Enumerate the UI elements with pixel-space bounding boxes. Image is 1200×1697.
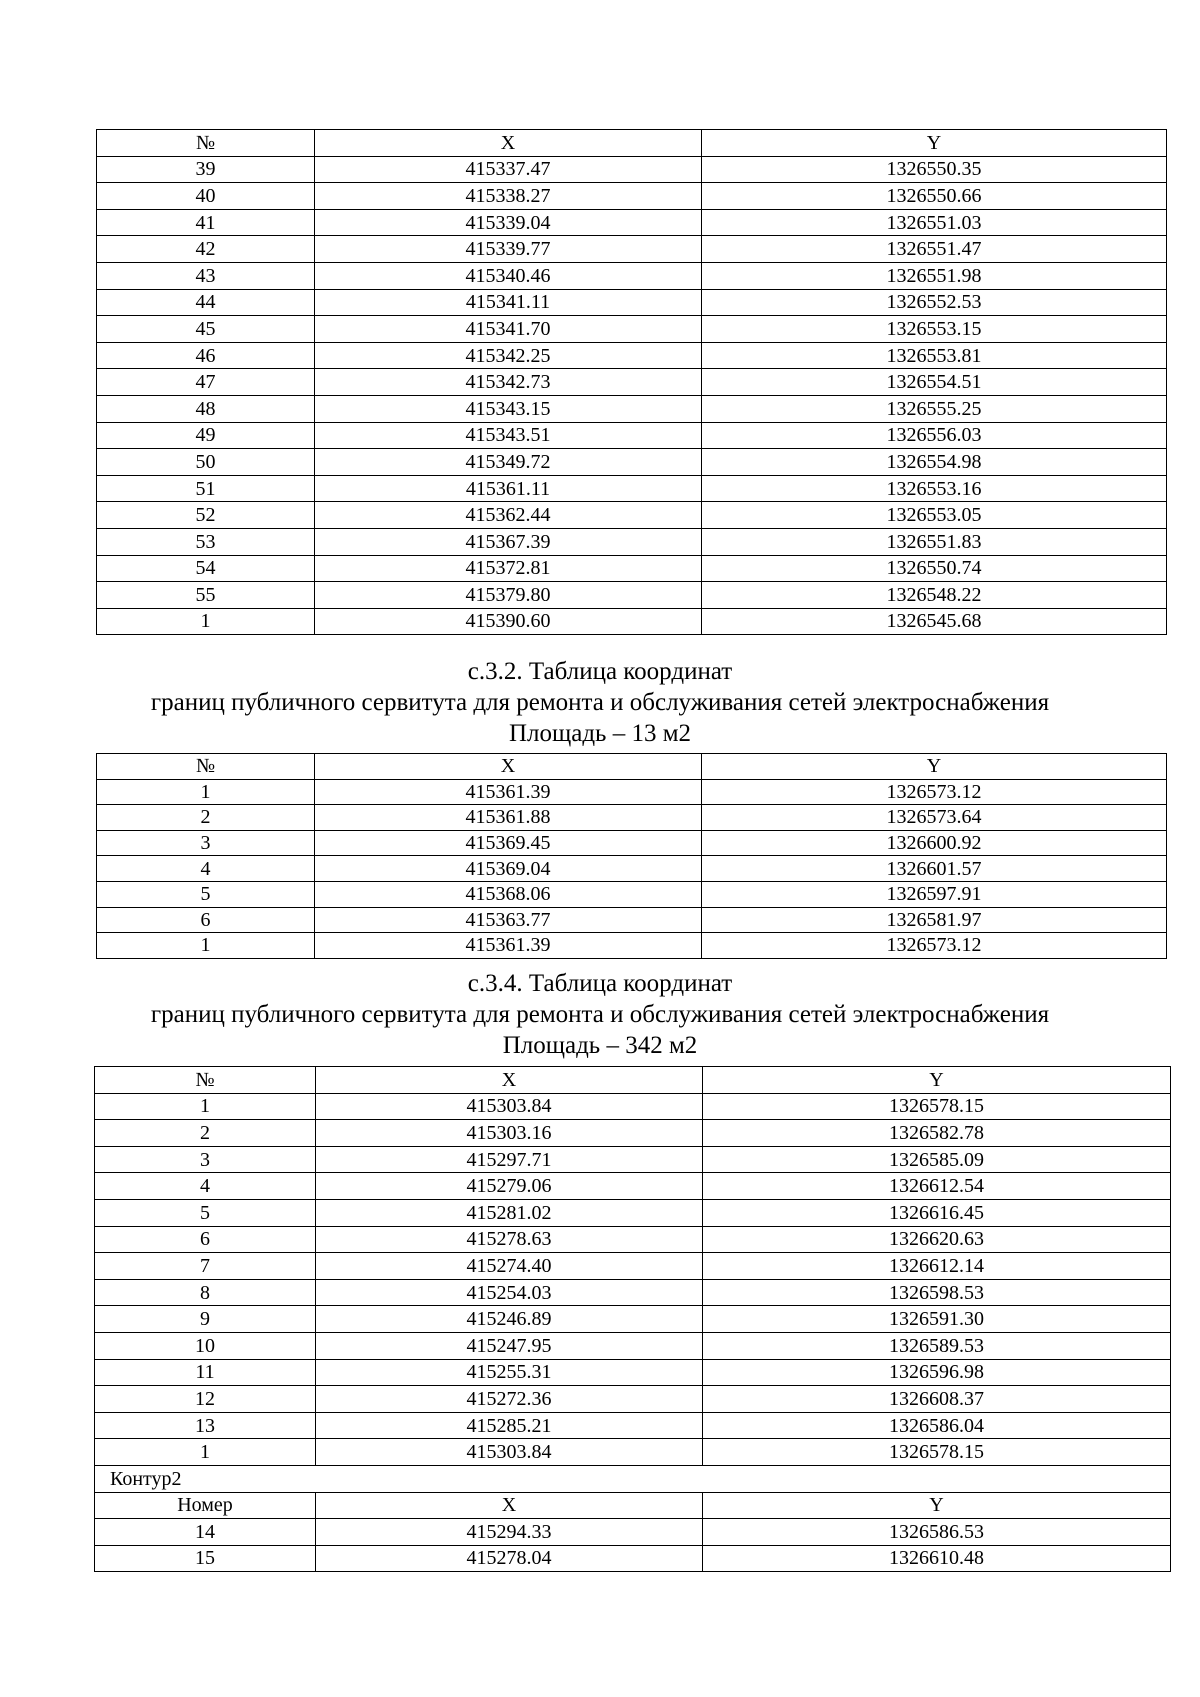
table-row: [95, 1545, 1171, 1572]
cell-x: 415303.16: [316, 1120, 703, 1147]
cell-number: 2: [97, 805, 315, 831]
section-area: Площадь – 342 м2: [502, 1032, 698, 1059]
cell-number: 5: [97, 881, 315, 907]
table-row: [97, 907, 1167, 933]
header-number: №: [97, 130, 315, 157]
cell-x: 415341.70: [315, 316, 702, 343]
table-row: [95, 1093, 1171, 1120]
table-row: [97, 236, 1167, 263]
cell-number: 53: [97, 528, 315, 555]
cell-y: 1326585.09: [703, 1146, 1171, 1173]
cell-number: 13: [95, 1412, 316, 1439]
cell-x: 415343.15: [315, 395, 702, 422]
cell-x: 415361.11: [315, 475, 702, 502]
cell-number: 48: [97, 395, 315, 422]
table-row: [97, 528, 1167, 555]
cell-x: 415337.47: [315, 156, 702, 183]
cell-number: 52: [97, 502, 315, 529]
table-row: [95, 1226, 1171, 1253]
cell-x: 415342.25: [315, 342, 702, 369]
cell-number: 43: [97, 262, 315, 289]
cell-number: 4: [97, 856, 315, 882]
cell-x: 415281.02: [316, 1199, 703, 1226]
table-header-row: [95, 1067, 1171, 1094]
cell-x: 415361.39: [315, 779, 702, 805]
table-row: [95, 1439, 1171, 1466]
section-heading-3-2: [0, 656, 1200, 749]
table-row: [95, 1146, 1171, 1173]
table-row: [97, 805, 1167, 831]
cell-y: 1326596.98: [703, 1359, 1171, 1386]
cell-x: 415349.72: [315, 449, 702, 476]
cell-number: 51: [97, 475, 315, 502]
cell-y: 1326586.53: [703, 1519, 1171, 1546]
coordinates-table-1-body: [97, 130, 1167, 635]
cell-y: 1326553.81: [702, 342, 1167, 369]
cell-y: 1326586.04: [703, 1412, 1171, 1439]
cell-number: 3: [95, 1146, 316, 1173]
cell-x: 415255.31: [316, 1359, 703, 1386]
table-row: [97, 369, 1167, 396]
coordinates-table-3-body: [95, 1067, 1171, 1466]
cell-x: 415303.84: [316, 1439, 703, 1466]
table-row: [95, 1253, 1171, 1280]
cell-x: 415341.11: [315, 289, 702, 316]
cell-y: 1326554.51: [702, 369, 1167, 396]
table-row: [97, 289, 1167, 316]
table-row: [95, 1306, 1171, 1333]
section-title: с.3.4. Таблица координат: [467, 970, 733, 997]
table-row: [95, 1332, 1171, 1359]
cell-y: 1326608.37: [703, 1386, 1171, 1413]
cell-number: 5: [95, 1199, 316, 1226]
cell-y: 1326601.57: [702, 856, 1167, 882]
cell-y: 1326551.47: [702, 236, 1167, 263]
cell-x: 415339.77: [315, 236, 702, 263]
table-row: [95, 1120, 1171, 1147]
cell-y: 1326551.83: [702, 528, 1167, 555]
table-row: [97, 262, 1167, 289]
cell-x: 415297.71: [316, 1146, 703, 1173]
cell-y: 1326573.12: [702, 779, 1167, 805]
table-row: [97, 449, 1167, 476]
table-row: [95, 1173, 1171, 1200]
cell-y: 1326550.66: [702, 183, 1167, 210]
cell-x: 415362.44: [315, 502, 702, 529]
table-row: [97, 779, 1167, 805]
cell-number: 42: [97, 236, 315, 263]
cell-y: 1326550.35: [702, 156, 1167, 183]
header-number: №: [97, 754, 315, 780]
cell-y: 1326553.16: [702, 475, 1167, 502]
cell-y: 1326555.25: [702, 395, 1167, 422]
cell-x: 415379.80: [315, 582, 702, 609]
coordinates-table-1: [96, 129, 1167, 635]
contour-header-y: Y: [703, 1492, 1171, 1519]
cell-number: 10: [95, 1332, 316, 1359]
cell-number: 6: [97, 907, 315, 933]
cell-y: 1326552.53: [702, 289, 1167, 316]
cell-number: 46: [97, 342, 315, 369]
table-row: [97, 475, 1167, 502]
header-y: Y: [703, 1067, 1171, 1094]
table-row: [97, 830, 1167, 856]
cell-y: 1326554.98: [702, 449, 1167, 476]
cell-y: 1326556.03: [702, 422, 1167, 449]
contour-header-row: [95, 1492, 1171, 1519]
cell-y: 1326551.98: [702, 262, 1167, 289]
cell-y: 1326550.74: [702, 555, 1167, 582]
cell-x: 415390.60: [315, 608, 702, 635]
cell-y: 1326573.12: [702, 933, 1167, 959]
cell-x: 415247.95: [316, 1332, 703, 1359]
cell-x: 415339.04: [315, 209, 702, 236]
cell-x: 415369.04: [315, 856, 702, 882]
cell-x: 415294.33: [316, 1519, 703, 1546]
table-row: [97, 881, 1167, 907]
cell-number: 11: [95, 1359, 316, 1386]
cell-number: 44: [97, 289, 315, 316]
cell-x: 415274.40: [316, 1253, 703, 1280]
cell-y: 1326545.68: [702, 608, 1167, 635]
cell-y: 1326591.30: [703, 1306, 1171, 1333]
cell-x: 415303.84: [316, 1093, 703, 1120]
table-row: [97, 422, 1167, 449]
cell-y: 1326553.05: [702, 502, 1167, 529]
cell-x: 415338.27: [315, 183, 702, 210]
cell-x: 415279.06: [316, 1173, 703, 1200]
table-row: [97, 933, 1167, 959]
section-area: Площадь – 13 м2: [508, 720, 692, 747]
cell-y: 1326600.92: [702, 830, 1167, 856]
coordinates-table-2-body: [97, 754, 1167, 959]
table-row: [97, 183, 1167, 210]
cell-number: 4: [95, 1173, 316, 1200]
table-row: [97, 395, 1167, 422]
header-number: №: [95, 1067, 316, 1094]
cell-y: 1326578.15: [703, 1093, 1171, 1120]
table-row: [95, 1279, 1171, 1306]
table-row: [97, 209, 1167, 236]
table-row: [97, 342, 1167, 369]
cell-y: 1326597.91: [702, 881, 1167, 907]
cell-number: 12: [95, 1386, 316, 1413]
cell-number: 1: [97, 779, 315, 805]
cell-x: 415272.36: [316, 1386, 703, 1413]
header-x: X: [316, 1067, 703, 1094]
cell-y: 1326581.97: [702, 907, 1167, 933]
section-title: с.3.2. Таблица координат: [467, 658, 733, 685]
contour-2-section: [95, 1465, 1171, 1571]
coordinates-table-3: [94, 1066, 1171, 1572]
cell-x: 415246.89: [316, 1306, 703, 1333]
cell-y: 1326553.15: [702, 316, 1167, 343]
cell-y: 1326578.15: [703, 1439, 1171, 1466]
cell-x: 415254.03: [316, 1279, 703, 1306]
table-row: [97, 856, 1167, 882]
cell-x: 415342.73: [315, 369, 702, 396]
table-row: [97, 156, 1167, 183]
header-y: Y: [702, 754, 1167, 780]
cell-number: 1: [95, 1439, 316, 1466]
cell-y: 1326548.22: [702, 582, 1167, 609]
header-y: Y: [702, 130, 1167, 157]
header-x: X: [315, 130, 702, 157]
table-row: [95, 1386, 1171, 1413]
cell-x: 415367.39: [315, 528, 702, 555]
cell-y: 1326612.14: [703, 1253, 1171, 1280]
contour-label-row: [95, 1465, 1171, 1492]
cell-number: 54: [97, 555, 315, 582]
cell-y: 1326589.53: [703, 1332, 1171, 1359]
cell-number: 39: [97, 156, 315, 183]
cell-x: 415363.77: [315, 907, 702, 933]
table-header-row: [97, 754, 1167, 780]
cell-y: 1326612.54: [703, 1173, 1171, 1200]
cell-x: 415343.51: [315, 422, 702, 449]
contour-header-number: Номер: [95, 1492, 316, 1519]
cell-number: 1: [97, 933, 315, 959]
cell-number: 55: [97, 582, 315, 609]
cell-number: 6: [95, 1226, 316, 1253]
section-heading-3-4: [0, 968, 1200, 1061]
cell-x: 415285.21: [316, 1412, 703, 1439]
cell-number: 14: [95, 1519, 316, 1546]
cell-x: 415361.39: [315, 933, 702, 959]
cell-x: 415340.46: [315, 262, 702, 289]
cell-y: 1326582.78: [703, 1120, 1171, 1147]
cell-number: 47: [97, 369, 315, 396]
cell-number: 7: [95, 1253, 316, 1280]
cell-number: 2: [95, 1120, 316, 1147]
table-row: [97, 608, 1167, 635]
coordinates-table-2: [96, 753, 1167, 959]
cell-number: 1: [97, 608, 315, 635]
cell-number: 49: [97, 422, 315, 449]
table-row: [95, 1199, 1171, 1226]
cell-number: 50: [97, 449, 315, 476]
cell-number: 41: [97, 209, 315, 236]
cell-y: 1326573.64: [702, 805, 1167, 831]
table-row: [97, 582, 1167, 609]
cell-x: 415372.81: [315, 555, 702, 582]
table-row: [95, 1519, 1171, 1546]
table-header-row: [97, 130, 1167, 157]
section-subtitle: границ публичного сервитута для ремонта и обслуживания сетей электроснабжения: [150, 1001, 1050, 1028]
cell-y: 1326598.53: [703, 1279, 1171, 1306]
cell-x: 415368.06: [315, 881, 702, 907]
header-x: X: [315, 754, 702, 780]
cell-x: 415361.88: [315, 805, 702, 831]
cell-y: 1326620.63: [703, 1226, 1171, 1253]
cell-x: 415278.63: [316, 1226, 703, 1253]
table-row: [97, 502, 1167, 529]
cell-number: 15: [95, 1545, 316, 1572]
cell-number: 9: [95, 1306, 316, 1333]
table-row: [95, 1412, 1171, 1439]
cell-number: 45: [97, 316, 315, 343]
cell-x: 415278.04: [316, 1545, 703, 1572]
table-row: [97, 316, 1167, 343]
section-subtitle: границ публичного сервитута для ремонта и обслуживания сетей электроснабжения: [150, 689, 1050, 716]
contour-label: Контур2: [95, 1465, 1171, 1492]
cell-number: 1: [95, 1093, 316, 1120]
cell-x: 415369.45: [315, 830, 702, 856]
table-row: [97, 555, 1167, 582]
cell-y: 1326551.03: [702, 209, 1167, 236]
table-row: [95, 1359, 1171, 1386]
contour-header-x: X: [316, 1492, 703, 1519]
cell-number: 40: [97, 183, 315, 210]
cell-y: 1326610.48: [703, 1545, 1171, 1572]
cell-number: 3: [97, 830, 315, 856]
cell-number: 8: [95, 1279, 316, 1306]
cell-y: 1326616.45: [703, 1199, 1171, 1226]
